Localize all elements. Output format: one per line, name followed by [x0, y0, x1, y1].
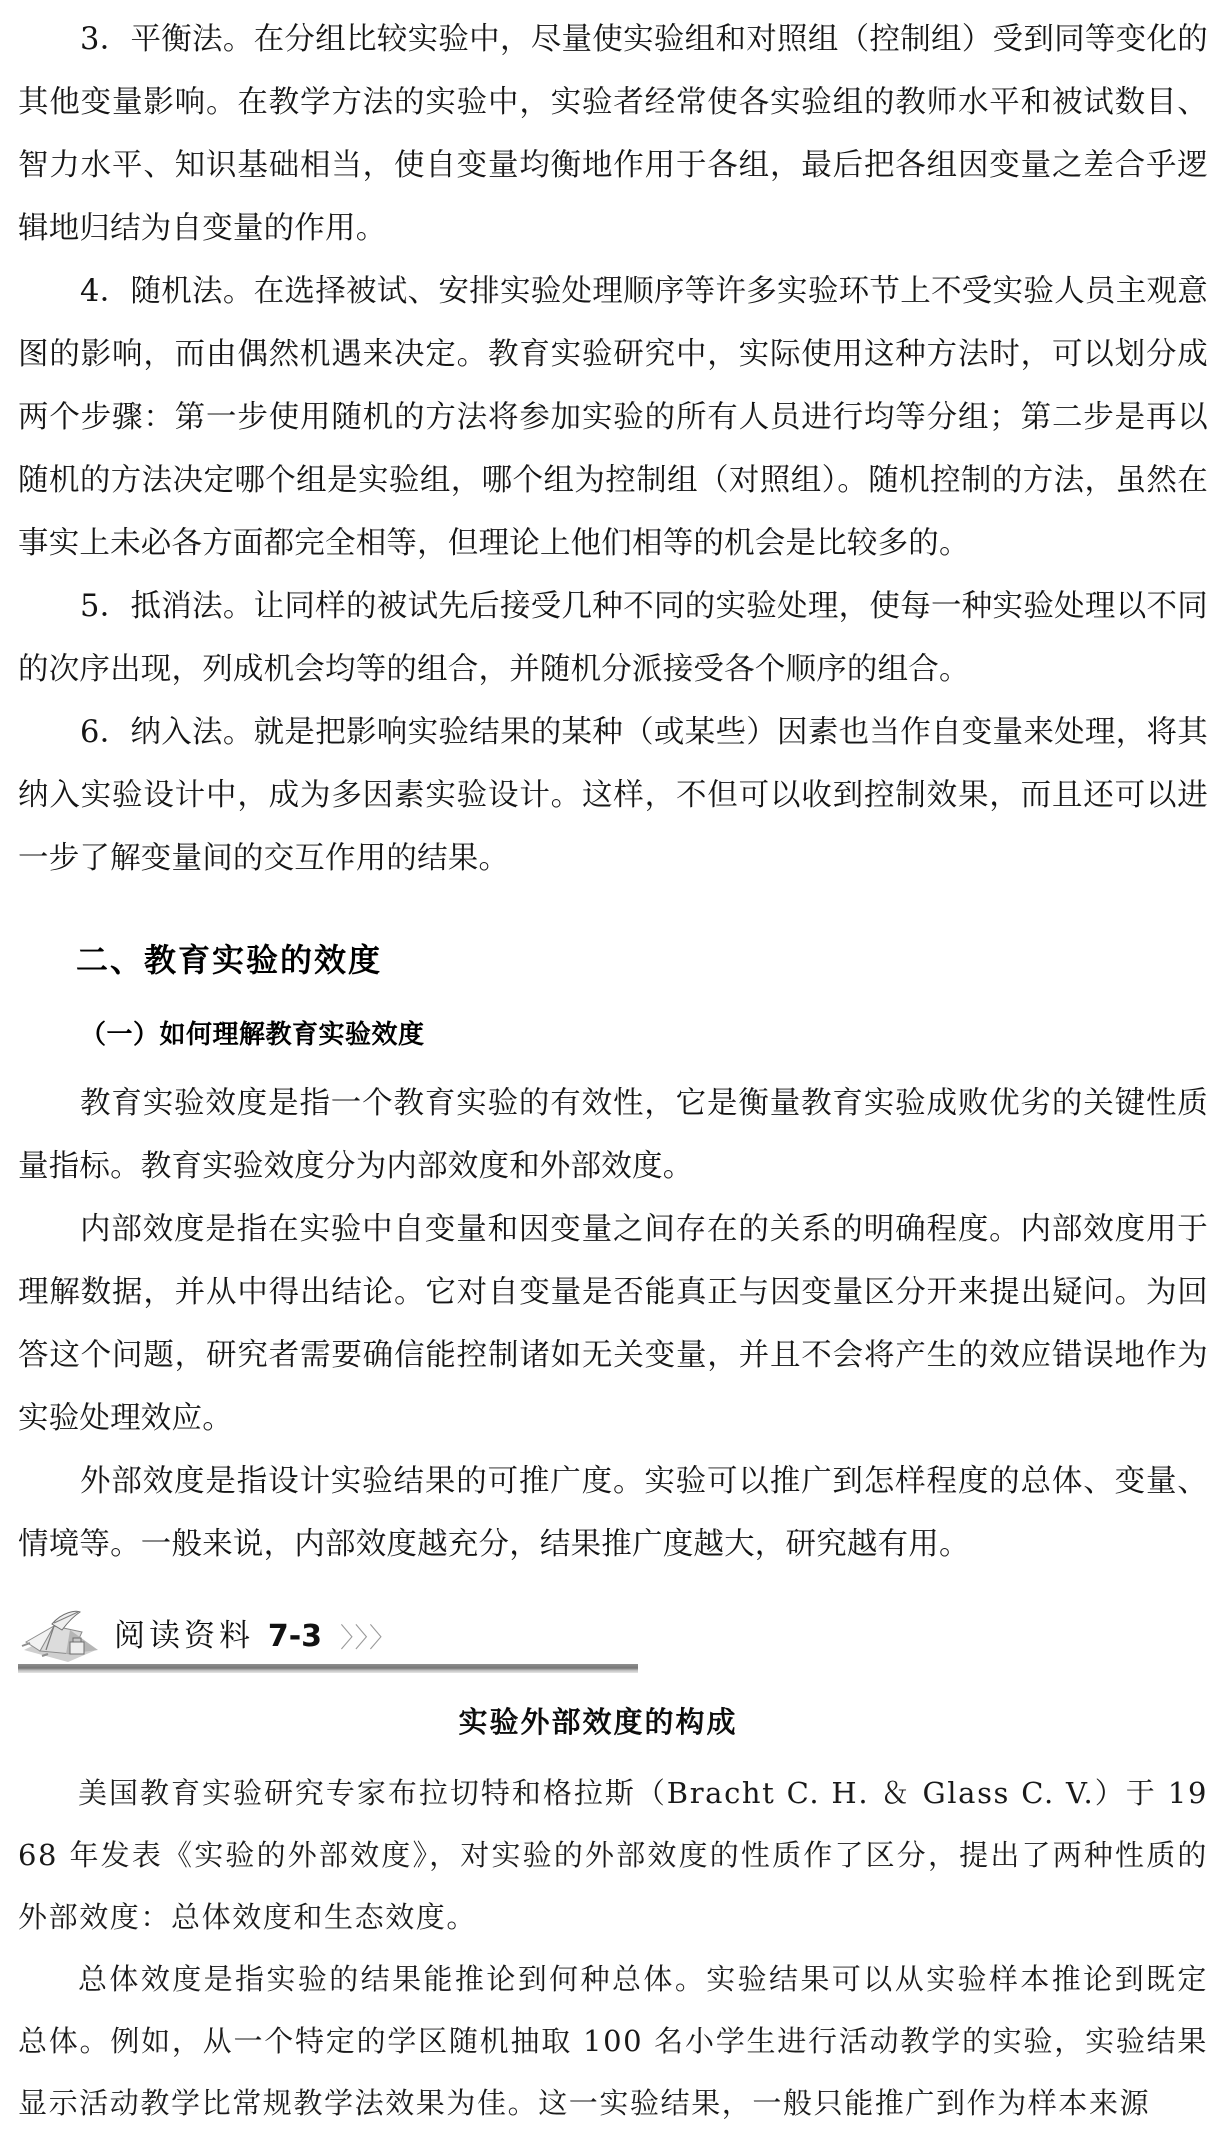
paragraph-bracht-glass: 美国教育实验研究专家布拉切特和格拉斯（Bracht C. H. ＆ Glass C. V.）于 1968 年发表《实验的外部效度》，对实验的外部效度的性质作了区分，提出了两种性质的外部效度：总体效度和生态效度。	[18, 1776, 1208, 1934]
section-heading-validity: 二、教育实验的效度	[76, 941, 383, 979]
spacer	[18, 1748, 1208, 1762]
reading-material-header	[18, 1608, 1208, 1670]
spacer	[18, 1670, 1208, 1696]
paragraph-internal-validity: 内部效度是指在实验中自变量和因变量之间存在的关系的明确程度。内部效度用于理解数据，并从中得出结论。它对自变量是否能真正与因变量区分开来提出疑问。为回答这个问题，研究者需要确信能控制诸如无关变量，并且不会将产生的效应错误地作为实验处理效应。	[18, 1212, 1208, 1436]
book-and-quill-icon	[18, 1610, 104, 1666]
reading-material-number: 7-3	[267, 1619, 323, 1654]
paragraph-method-inclusion: 6．纳入法。就是把影响实验结果的某种（或某些）因素也当作自变量来处理，将其纳入实验设计中，成为多因素实验设计。这样，不但可以收到控制效果，而且还可以进一步了解变量间的交互作用的结果。	[18, 715, 1208, 876]
paragraph-method-random: 4．随机法。在选择被试、安排实验处理顺序等许多实验环节上不受实验人员主观意图的影响，而由偶然机遇来决定。教育实验研究中，实际使用这种方法时，可以划分成两个步骤：第一步使用随机的方法将参加实验的所有人员进行均等分组；第二步是再以随机的方法决定哪个组是实验组，哪个组为控制组（对照组）。随机控制的方法，虽然在事实上未必各方面都完全相等，但理论上他们相等的机会是比较多的。	[18, 274, 1208, 561]
sub-heading-understanding-validity: （一）如何理解教育实验效度	[80, 1020, 425, 1050]
page-content	[18, 8, 1208, 2134]
spacer	[18, 1576, 1208, 1602]
reading-material-label-text: 阅读资料	[114, 1618, 254, 1654]
spacer	[18, 986, 1208, 1012]
reading-material-label	[114, 1612, 322, 1661]
paragraph-method-balance: 3．平衡法。在分组比较实验中，尽量使实验组和对照组（控制组）受到同等变化的其他变量影响。在教学方法的实验中，实验者经常使各实验组的教师水平和被试数目、智力水平、知识基础相当，使自变量均衡地作用于各组，最后把各组因变量之差合乎逻辑地归结为自变量的作用。	[18, 22, 1208, 246]
spacer	[18, 1058, 1208, 1072]
reading-material-divider	[18, 1664, 638, 1673]
chevron-right-icon: 〉〉〉	[340, 1623, 397, 1654]
paragraph-population-validity: 总体效度是指实验的结果能推论到何种总体。实验结果可以从实验样本推论到既定总体。例如，从一个特定的学区随机抽取 100 名小学生进行活动教学的实验，实验结果显示活动教学比常规教学法效果为佳。这一实验结果，一般只能推广到作为样本来源	[18, 1962, 1208, 2120]
reading-material-title: 实验外部效度的构成	[458, 1705, 738, 1739]
spacer	[18, 890, 1208, 934]
paragraph-method-counterbalance: 5．抵消法。让同样的被试先后接受几种不同的实验处理，使每一种实验处理以不同的次序出现，列成机会均等的组合，并随机分派接受各个顺序的组合。	[18, 589, 1208, 687]
paragraph-external-validity: 外部效度是指设计实验结果的可推广度。实验可以推广到怎样程度的总体、变量、情境等。一般来说，内部效度越充分，结果推广度越大，研究越有用。	[18, 1464, 1208, 1562]
paragraph-validity-definition: 教育实验效度是指一个教育实验的有效性，它是衡量教育实验成败优劣的关键性质量指标。教育实验效度分为内部效度和外部效度。	[18, 1086, 1208, 1184]
